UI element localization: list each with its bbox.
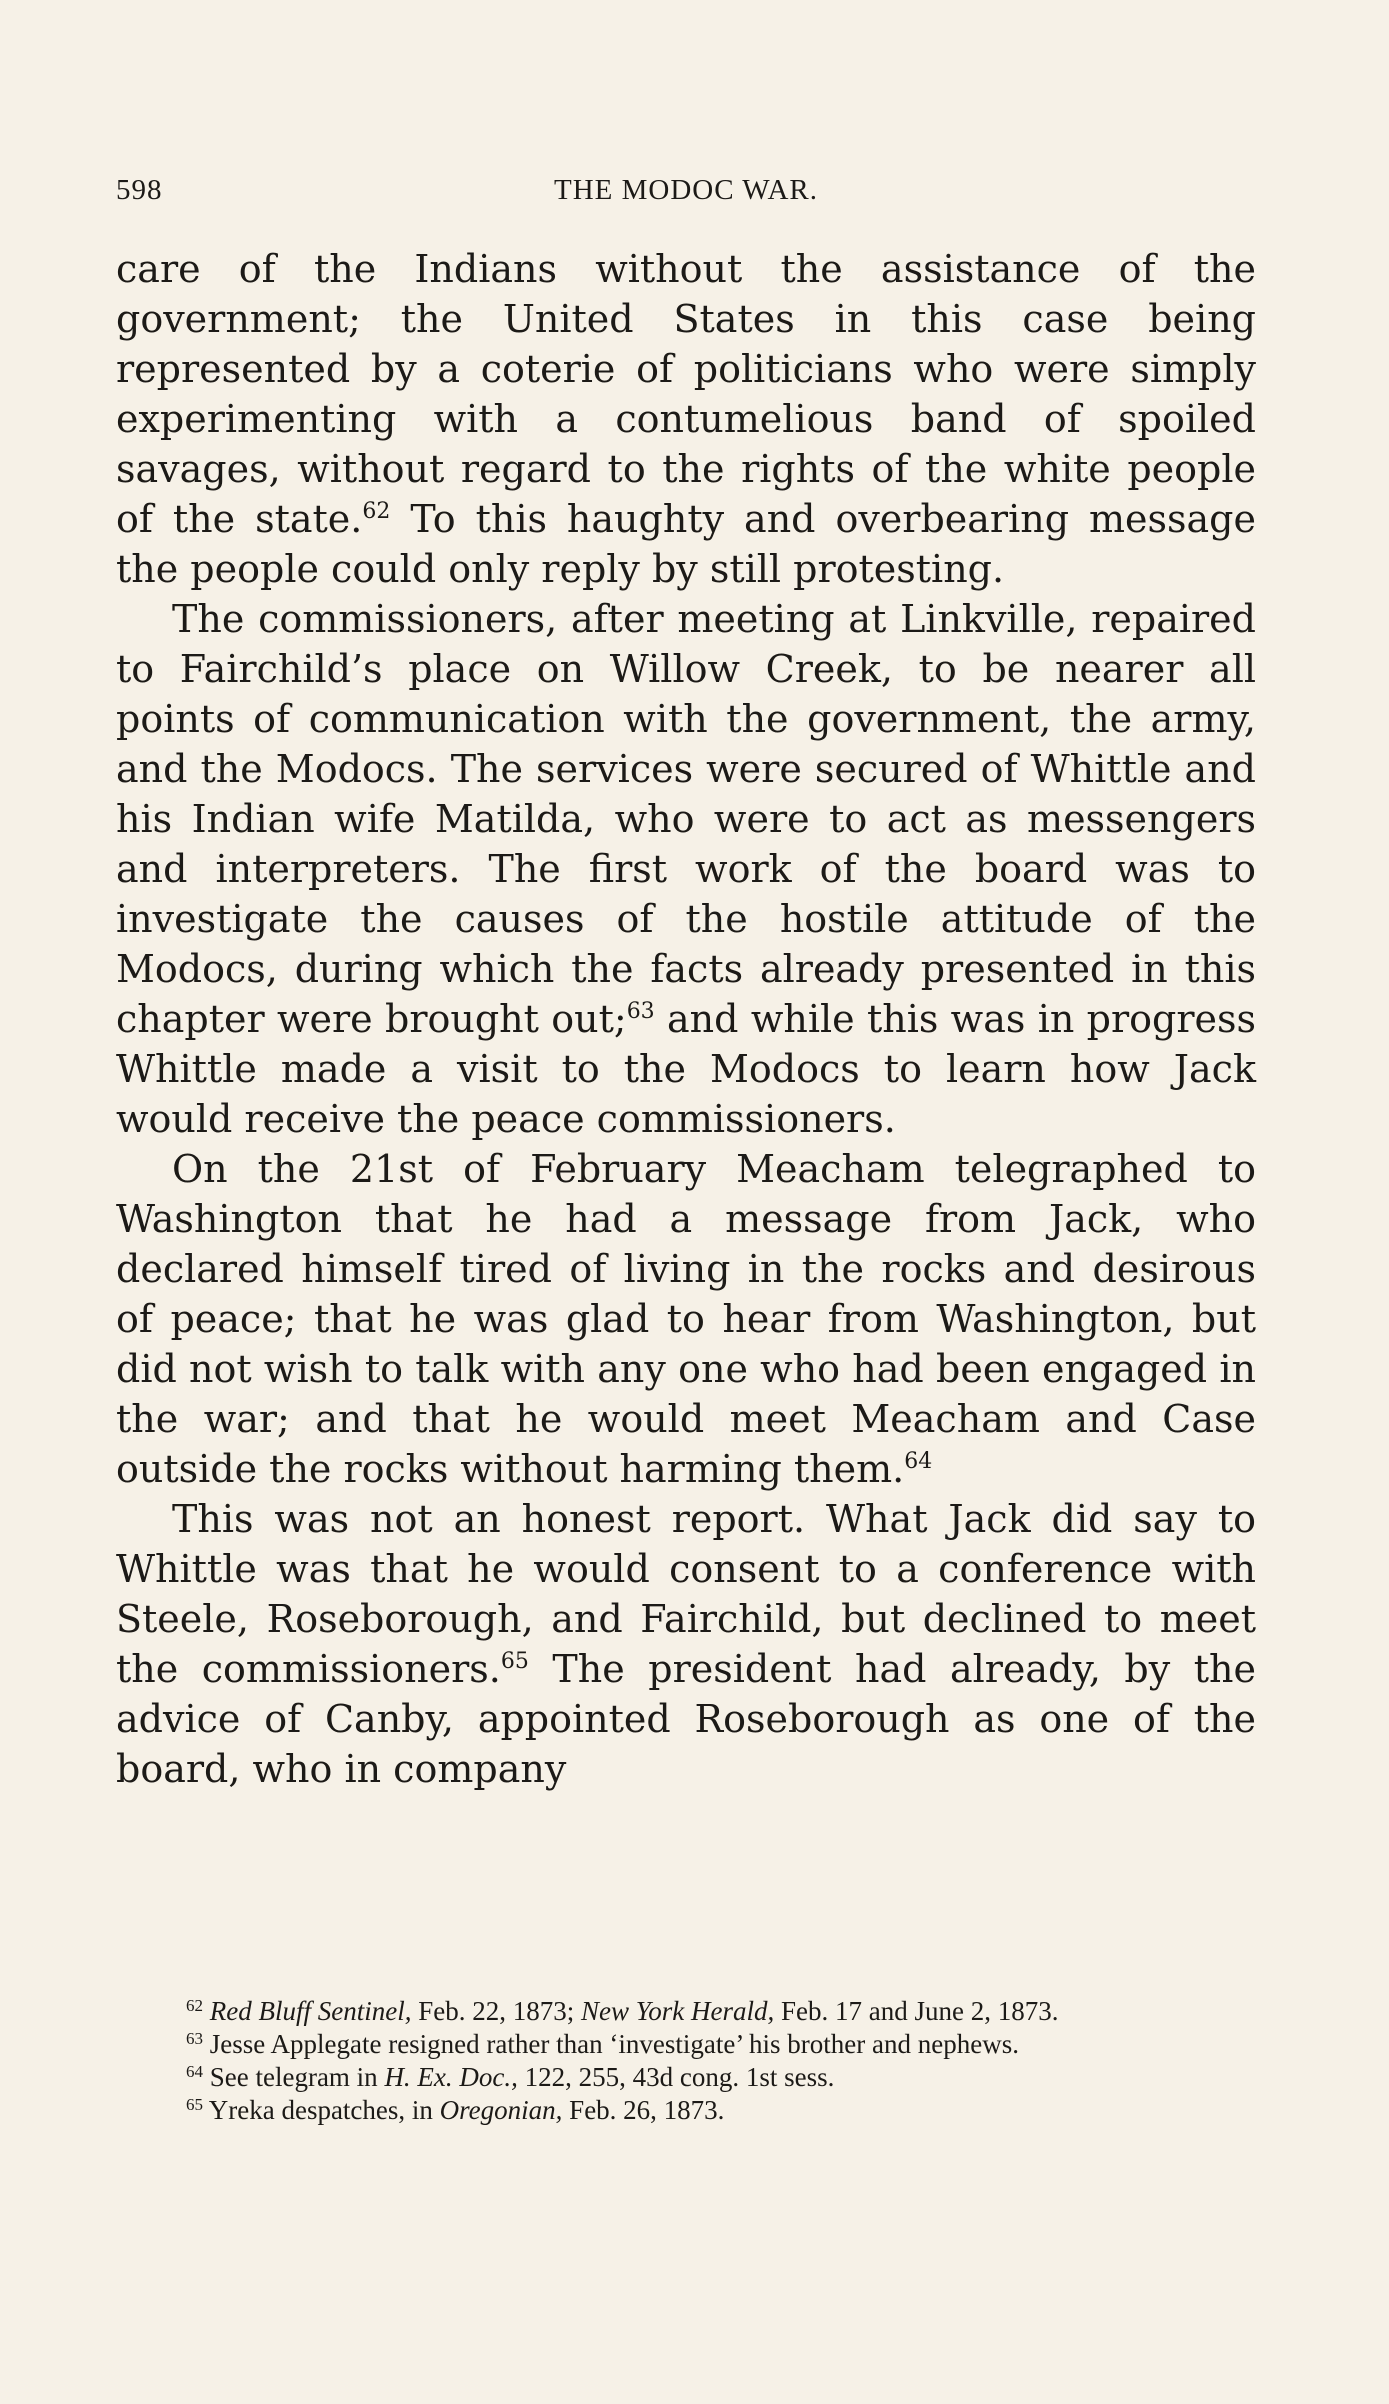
footnote-marker: 65 (186, 2095, 203, 2114)
text-run (203, 1996, 210, 2026)
text-run: The president had already, by the advice of Canby, appointed Roseborough as one of the board, who in company (116, 1647, 1256, 1791)
text-run: Jesse Applegate resigned rather than ‘investigate’ his brother and nephews. (203, 2029, 1019, 2059)
text-run: Feb. 26, 1873. (562, 2095, 725, 2125)
body-text (116, 244, 1256, 1794)
italic-title: Oregonian, (439, 2095, 563, 2125)
footnote-marker: 62 (362, 499, 391, 524)
footnote-marker: 64 (904, 1449, 933, 1474)
footnote (116, 2028, 1256, 2061)
footnote-marker: 65 (500, 1649, 529, 1674)
text-run: 122, 255, 43d cong. 1st sess. (517, 2062, 835, 2092)
footnote (116, 2094, 1256, 2127)
text-run: Feb. 17 and June 2, 1873. (774, 1996, 1059, 2026)
paragraph (116, 1144, 1256, 1494)
italic-title: H. Ex. Doc., (384, 2062, 518, 2092)
page-number: 598 (116, 174, 163, 206)
paragraph (116, 244, 1256, 594)
text-run: This was not an honest report. What Jack did say to Whittle was that he would consent to a conference with Steele, Roseborough, and Fairchild, but declined to meet the commissioners. (116, 1497, 1256, 1691)
text-run: See telegram in (203, 2062, 385, 2092)
footnote (116, 1995, 1256, 2028)
italic-title: Red Bluff Sentinel, (209, 1996, 412, 2026)
footnote (116, 2061, 1256, 2094)
running-head: THE MODOC WAR. (554, 174, 818, 206)
text-run: To this haughty and overbearing message the people could only reply by still protesting. (116, 497, 1256, 591)
paragraph (116, 1494, 1256, 1794)
footnote-marker: 62 (186, 1996, 203, 2015)
text-run: and while this was in progress Whittle made a visit to the Modocs to learn how Jack would receive the peace commissioners. (116, 997, 1257, 1141)
italic-title: New York Herald, (580, 1996, 775, 2026)
text-run: On the 21st of February Meacham telegraphed to Washington that he had a message from Jack, who declared himself tired of living in the rocks and desirous of peace; that he was glad to hear from Washington, but did not wish to talk with any one who had been engaged in the war; and that he would meet Meacham and Case outside the rocks without harming them. (116, 1147, 1256, 1491)
text-run: Yreka despatches, in (203, 2095, 440, 2125)
footnote-marker: 64 (186, 2062, 203, 2081)
footnote-marker: 63 (626, 999, 655, 1024)
text-run: The commissioners, after meeting at Linkville, repaired to Fairchild’s place on Willow Creek, to be nearer all points of communication with the government, the army, and the Modocs. The services were secured of Whittle and his Indian wife Matilda, who were to act as messengers and interpreters. The first work of the board was to investigate the causes of the hostile attitude of the Modocs, during which the facts already presented in this chapter were brought out; (116, 597, 1256, 1041)
text-run: Feb. 22, 1873; (411, 1996, 581, 2026)
page-header (116, 174, 1256, 218)
footnotes (116, 1995, 1256, 2127)
footnote-marker: 63 (186, 2029, 203, 2048)
paragraph (116, 594, 1256, 1144)
text-run: care of the Indians without the assistance of the government; the United States in this case being represented by a coterie of politicians who were simply experimenting with a contumelious band of spoiled savages, without regard to the rights of the white people of the state. (116, 247, 1256, 541)
